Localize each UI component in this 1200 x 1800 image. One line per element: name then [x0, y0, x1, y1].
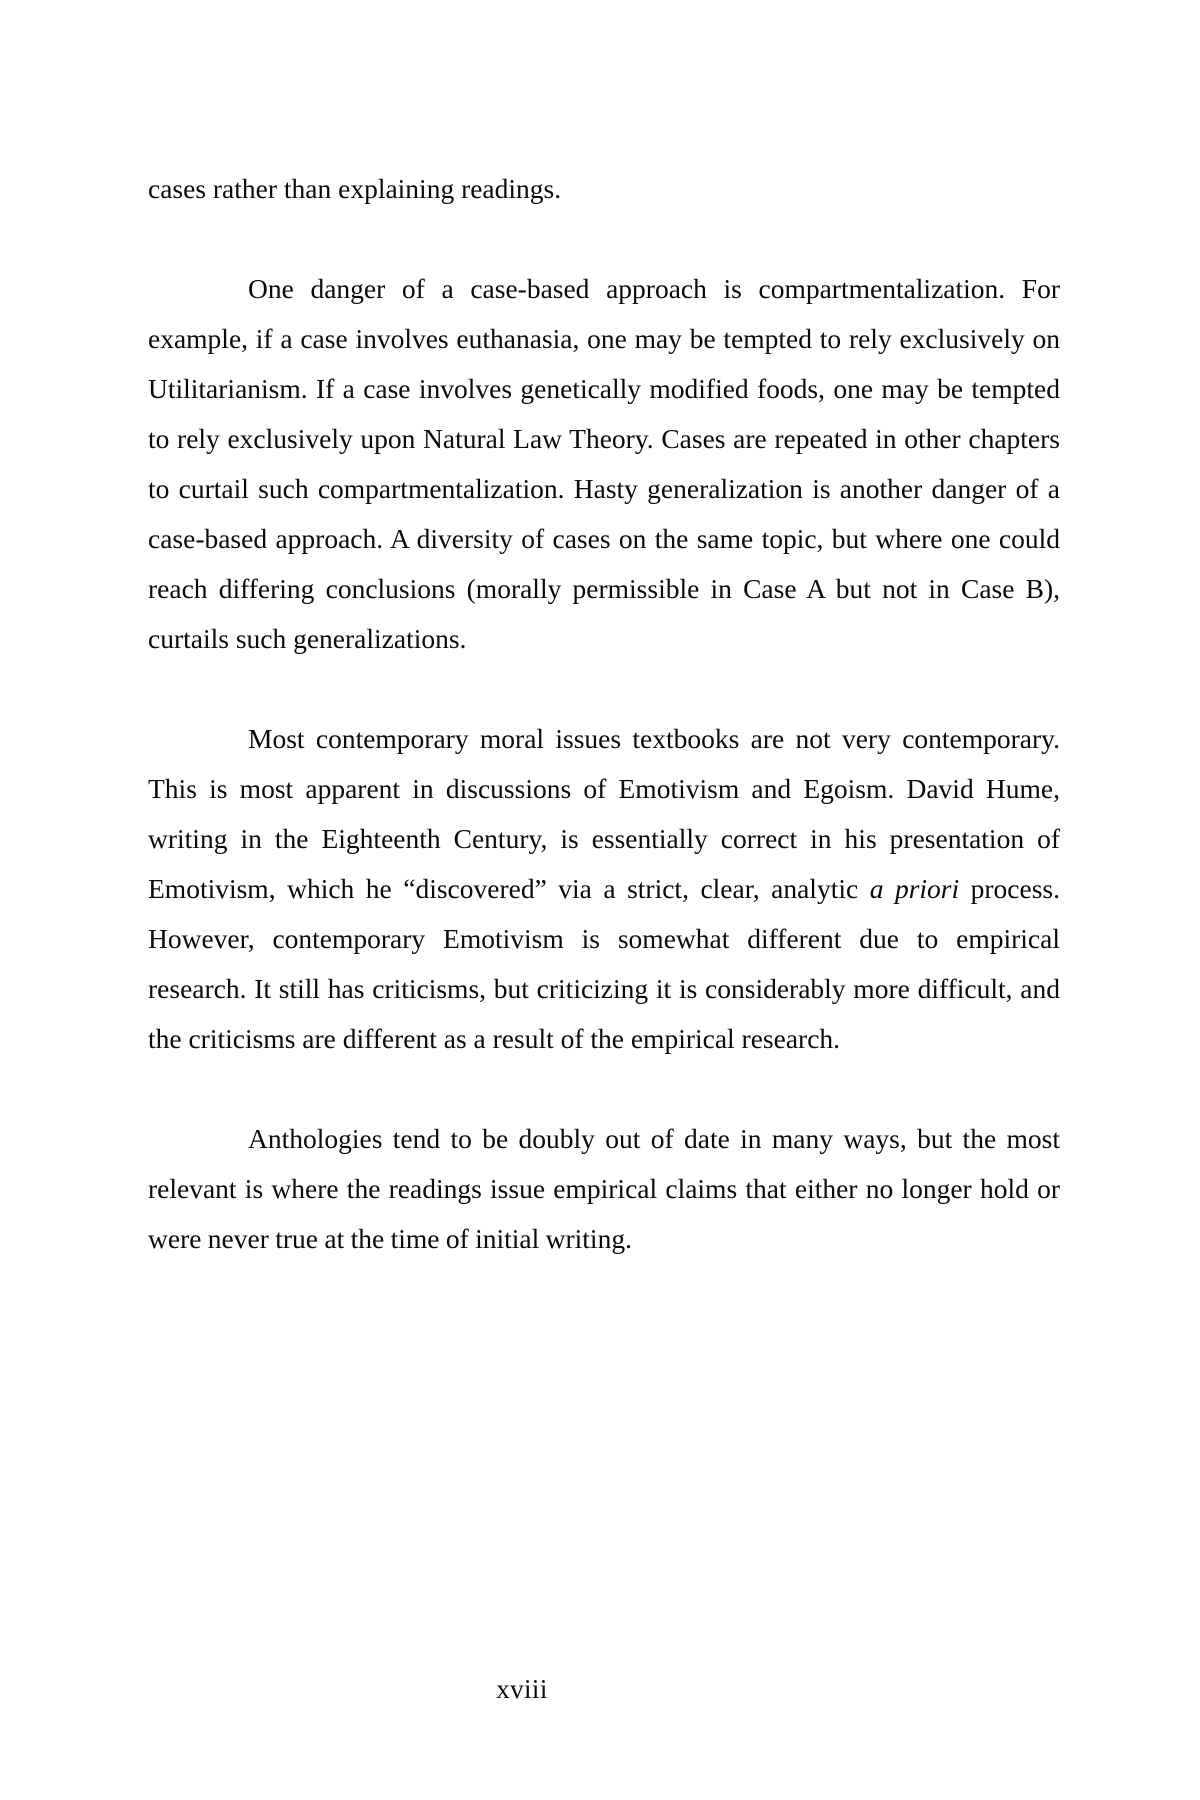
paragraph-text-before-italic: Most contemporary moral issues textbooks are not very contemporary. This is most apparent in discussions of Emotivism and Egoism. David Hume, writing in the Eighteenth Century, is essentially correct in his presentation of Emotivism, which he “discovered” via a strict, clear, analytic — [148, 723, 1060, 904]
paragraph-case-based-approach: One danger of a case-based approach is compartmentalization. For example, if a case involves euthanasia, one may be tempted to rely exclusively on Utilitarianism. If a case involves genetically modified foods, one may be tempted to rely exclusively upon Natural Law Theory. Cases are repeated in other chapters to curtail such compartmentalization. Hasty generalization is another danger of a case-based approach. A diversity of cases on the same topic, but where one could reach differing conclusions (morally permissible in Case A but not in Case B), curtails such generalizations. — [148, 273, 1060, 654]
italic-phrase-a-priori: a priori — [869, 873, 960, 904]
paragraph-continuation: cases rather than explaining readings. — [148, 173, 562, 204]
body-text-column — [148, 164, 1060, 1264]
page-number-footer — [0, 1672, 1200, 1706]
page-number: xviii — [496, 1674, 548, 1704]
paragraph-contemporary-emotivism — [148, 714, 1060, 1064]
paragraph-text-after-italic: process. However, contemporary Emotivism is somewhat different due to empirical research. It still has criticisms, but criticizing it is considerably more difficult, and the criticisms are different as a result of the empirical research. — [148, 873, 1060, 1054]
paragraph-anthologies: Anthologies tend to be doubly out of date in many ways, but the most relevant is where the readings issue empirical claims that either no longer hold or were never true at the time of initial writing. — [148, 1123, 1060, 1254]
